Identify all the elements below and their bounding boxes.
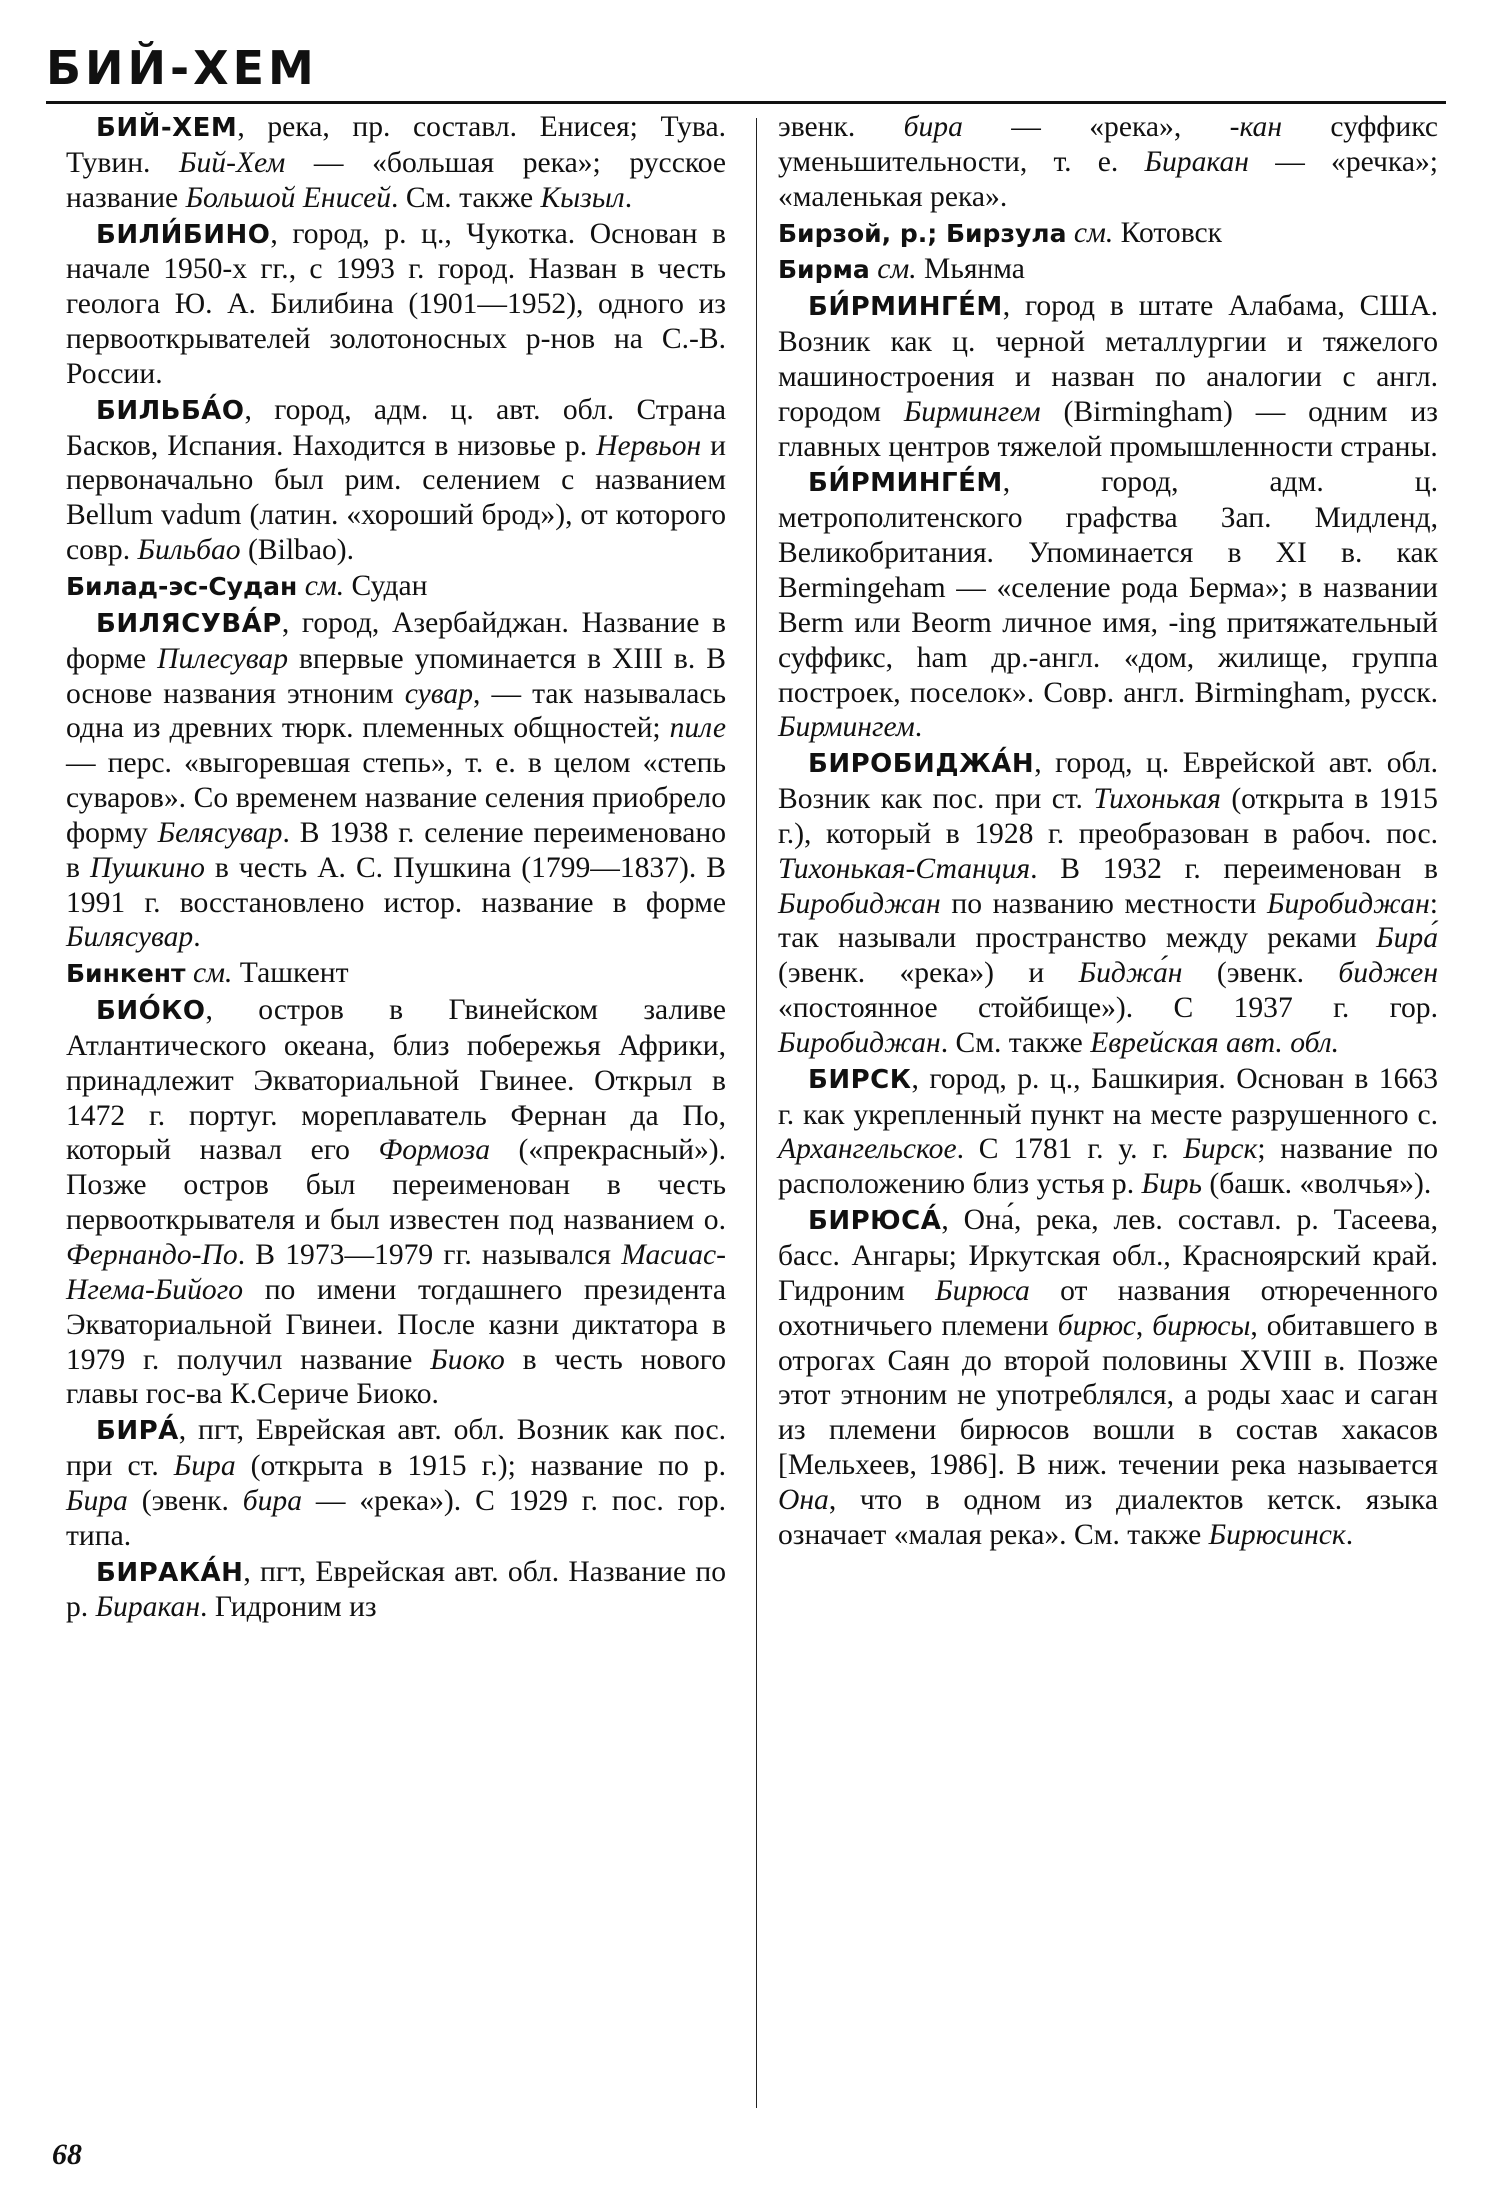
italic-term: бира bbox=[903, 111, 963, 143]
entry-text: — «река», bbox=[962, 111, 1230, 143]
italic-term: Биракан bbox=[95, 1591, 201, 1624]
entry-text: , что в одном из диалектов кетск. языка означает «малая река». См. также bbox=[778, 1483, 1438, 1551]
page-number: 68 bbox=[52, 2138, 82, 2171]
entry-text: — «речка»; «маленькая река». bbox=[778, 145, 1438, 213]
italic-term: Еврейская авт. обл. bbox=[1090, 1026, 1340, 1059]
entry-text: . В 1973—1979 гг. назывался bbox=[237, 1239, 622, 1271]
italic-term: Пилесувар bbox=[157, 642, 288, 675]
entry-text: Котовск bbox=[1113, 216, 1223, 249]
italic-term: сувар bbox=[404, 677, 474, 710]
entry-text: . bbox=[624, 181, 633, 214]
italic-term: Нервьон bbox=[596, 429, 702, 462]
entry-headword: БИЙ-ХЕМ bbox=[96, 113, 238, 143]
entry-headword: БИО́КО bbox=[96, 996, 206, 1027]
italic-term: Бира bbox=[173, 1450, 236, 1483]
entry-headword: БИ́РМИНГЕ́М bbox=[808, 468, 1003, 499]
entry-text: . bbox=[914, 711, 923, 744]
entry-text: и первоначально был рим. селением с названием Bellum vadum (латин. «хороший брод»), от которого совр. bbox=[66, 429, 726, 567]
entry-text: . Гидроним из bbox=[200, 1591, 377, 1624]
entry-text: («прекрасный»). Позже остров был переименован в честь первооткрывателя и был известен под названием о. bbox=[66, 1134, 727, 1237]
dictionary-entry bbox=[778, 1203, 1438, 1552]
italic-term: Фернандо-По bbox=[66, 1239, 238, 1271]
cross-reference-entry bbox=[778, 216, 1438, 252]
entry-text: (Bilbao). bbox=[240, 534, 355, 567]
entry-text: (эвенк. bbox=[1182, 957, 1339, 990]
dictionary-entry bbox=[66, 1413, 726, 1553]
dictionary-entry bbox=[66, 393, 726, 568]
italic-term: Биджа́н bbox=[1078, 957, 1183, 990]
italic-term: биджен bbox=[1338, 957, 1438, 990]
entry-text: в честь А. С. Пушкина (1799—1837). В 1991 г. восстановлено истор. название в форме bbox=[66, 851, 727, 919]
entry-text bbox=[297, 570, 304, 602]
dictionary-entry bbox=[778, 289, 1438, 464]
italic-term: бирюсы bbox=[1152, 1309, 1251, 1342]
entry-headword: Бирзой, р.; Бирзула bbox=[778, 218, 1067, 248]
dictionary-entry bbox=[778, 1062, 1438, 1202]
entry-text: (башк. «волчья»). bbox=[1202, 1168, 1432, 1201]
cross-reference-entry bbox=[66, 956, 726, 992]
italic-term: -кан bbox=[1229, 111, 1283, 143]
entry-headword: Билад-эс-Судан bbox=[66, 571, 298, 601]
italic-term: Тихонькая-Станция bbox=[778, 852, 1031, 885]
left-column bbox=[66, 110, 726, 1626]
italic-term: Билясувар bbox=[66, 921, 194, 954]
italic-term: см. bbox=[1073, 216, 1114, 249]
cross-reference-entry bbox=[66, 569, 726, 605]
italic-term: Большой Енисей bbox=[185, 181, 392, 214]
italic-term: Бильбао bbox=[137, 534, 241, 567]
entry-text: (эвенк. «река») и bbox=[778, 957, 1079, 990]
italic-term: Бирюсинск bbox=[1208, 1518, 1346, 1551]
entry-text: , Она́, река, лев. составл. р. Тасеева, басс. Ангары; Иркутская обл., Красноярский край. Гидроним bbox=[778, 1204, 1438, 1307]
entry-text: эвенк. bbox=[778, 111, 904, 143]
entry-headword: БИРА́ bbox=[96, 1416, 179, 1447]
entry-text: , — так называлась одна из древних тюрк. племенных общностей; bbox=[66, 677, 726, 745]
entry-text: , пгт, Еврейская авт. обл. Название по р. bbox=[66, 1555, 726, 1624]
entry-text: , город, адм. ц. авт. обл. Страна Басков, Испания. Находится в низовье р. bbox=[66, 393, 726, 462]
entry-text: — перс. «выгоревшая степь», т. е. в целом «степь суваров». Со временем название селения приобрело форму bbox=[66, 747, 726, 849]
entry-text: , город, р. ц., Чукотка. Основан в начале 1950-х гг., с 1993 г. город. Назван в честь геолога Ю. А. Билибина (1901—1952), одного из первооткрывателей золотоносных р-нов на С.-В. России. bbox=[66, 217, 726, 390]
entry-text: Судан bbox=[344, 569, 428, 602]
italic-term: Биробиджан bbox=[778, 887, 941, 920]
entry-headword: БИЛИ́БИНО bbox=[96, 219, 271, 250]
italic-term: Бирюса bbox=[935, 1274, 1030, 1307]
entry-headword: Бирма bbox=[778, 255, 870, 285]
dictionary-entry bbox=[66, 606, 726, 955]
continued-entry bbox=[778, 110, 1438, 215]
entry-text: от названия отюреченного охотничьего племени bbox=[778, 1274, 1438, 1342]
page-header bbox=[46, 38, 1446, 98]
italic-term: Она bbox=[778, 1483, 829, 1516]
italic-term: Бий-Хем bbox=[179, 146, 286, 179]
right-column bbox=[778, 110, 1438, 1554]
entry-text: , обитавшего в отрогах Саян до второй половины XVIII в. Позже этот этноним не употреблялся, а роды хаас и саган из племени бирюсов вошли в состав хакасов [Мельхеев, 1986]. В ниж. течении река называется bbox=[778, 1309, 1438, 1482]
running-head-title: БИЙ-ХЕМ bbox=[46, 41, 318, 95]
entry-text: . См. также bbox=[940, 1026, 1091, 1059]
entry-text: Ташкент bbox=[232, 957, 349, 990]
entry-text: , город, адм. ц. метрополитенского графства Зап. Мидленд, Великобритания. Упоминается в XI в. как Bermingeham — «селение рода Берма»; в названии Berm или Beorm личное имя, -ing притяжательный суффикс, ham др.-англ. «дом, жилище, группа построек, поселок». Совр. англ. Birmingham, русск. bbox=[778, 466, 1438, 709]
italic-term: Масиас-Нгема-Бийого bbox=[66, 1239, 726, 1306]
entry-text: , остров в Гвинейском заливе Атлантического океана, близ побережья Африки, принадлежит Экваториальной Гвинее. Открыл в 1472 г. португ. мореплаватель Фернан да По, который назвал его bbox=[66, 994, 726, 1167]
italic-term: Биоко bbox=[430, 1343, 505, 1376]
entry-headword: БИЛЯСУВА́Р bbox=[96, 608, 282, 639]
entry-text: — «река»). С 1929 г. пос. гор. типа. bbox=[66, 1484, 726, 1552]
entry-text: (открыта в 1915 г.), который в 1928 г. преобразован в рабоч. пос. bbox=[778, 783, 1438, 850]
entry-text: , город, р. ц., Башкирия. Основан в 1663 г. как укрепленный пункт на месте разрушенного с. bbox=[778, 1062, 1438, 1131]
entry-text: ; название по расположению близ устья р. bbox=[778, 1133, 1439, 1201]
entry-text: , город в штате Алабама, США. Возник как ц. черной металлургии и тяжелого машиностроения и назван по аналогии с англ. городом bbox=[778, 290, 1438, 428]
entry-text: в честь нового главы гос-ва К.Сериче Биоко. bbox=[66, 1343, 727, 1411]
italic-term: Бирмингем bbox=[903, 395, 1041, 428]
italic-term: см. bbox=[192, 957, 233, 990]
entry-text: (открыта в 1915 г.); название по р. bbox=[235, 1450, 726, 1483]
italic-term: Биробиджан bbox=[1267, 887, 1430, 920]
entry-headword: БИЛЬБА́О bbox=[96, 395, 245, 426]
header-rule bbox=[46, 101, 1446, 104]
dictionary-entry bbox=[66, 993, 726, 1412]
entry-text: . См. также bbox=[391, 181, 541, 214]
entry-headword: БИРЮСА́ bbox=[808, 1206, 942, 1237]
dictionary-entry bbox=[66, 217, 726, 392]
entry-text: по имени тогдашнего президента Экваториальной Гвинеи. После казни диктатора в 1979 г. получил название bbox=[66, 1273, 726, 1376]
entry-text bbox=[1066, 217, 1073, 249]
entry-headword: БИРСК bbox=[808, 1064, 912, 1095]
entry-text: по названию местности bbox=[940, 887, 1268, 920]
dictionary-entry bbox=[66, 110, 726, 216]
dictionary-entry bbox=[778, 746, 1438, 1061]
entry-text: Мьянма bbox=[916, 253, 1025, 286]
italic-term: Бира́ bbox=[1376, 922, 1438, 955]
entry-text: , город, Азербайджан. Название в форме bbox=[66, 606, 726, 675]
italic-term: Белясувар bbox=[157, 816, 283, 849]
italic-term: Бира bbox=[66, 1484, 128, 1517]
italic-term: бирюс bbox=[1057, 1309, 1136, 1342]
entry-headword: БИ́РМИНГЕ́М bbox=[808, 292, 1003, 323]
entry-text: , река, пр. составл. Енисея; Тува. Тувин. bbox=[66, 111, 726, 179]
entry-text: . В 1938 г. селение переименовано в bbox=[66, 816, 726, 884]
entry-text: , город, ц. Еврейской авт. обл. Возник как пос. при ст. bbox=[778, 747, 1438, 816]
entry-headword: БИРОБИДЖА́Н bbox=[808, 749, 1035, 780]
entry-text: суффикс уменьшительности, т. е. bbox=[778, 111, 1439, 178]
italic-term: Тихонькая bbox=[1093, 783, 1221, 816]
entry-headword: БИРАКА́Н bbox=[96, 1557, 244, 1588]
entry-text: , пгт, Еврейская авт. обл. Возник как пос. при ст. bbox=[66, 1414, 726, 1483]
italic-term: Архангельское bbox=[778, 1133, 957, 1166]
dictionary-entry bbox=[66, 1555, 726, 1626]
italic-term: Бирмингем bbox=[778, 711, 915, 744]
entry-text bbox=[186, 957, 193, 989]
entry-text: : так называли пространство между реками bbox=[778, 887, 1438, 955]
entry-text: «постоянное стойбище»). С 1937 г. гор. bbox=[778, 992, 1438, 1025]
italic-term: см. bbox=[877, 253, 917, 286]
entry-text: . С 1781 г. у. г. bbox=[956, 1133, 1184, 1166]
entry-text: впервые упоминается в XIII в. В основе названия этноним bbox=[66, 642, 726, 710]
cross-reference-entry bbox=[778, 252, 1438, 288]
italic-term: Кызыл bbox=[540, 181, 625, 214]
entry-text: — «большая река»; русское название bbox=[66, 146, 726, 214]
entry-text: , bbox=[1135, 1309, 1153, 1342]
italic-term: бира bbox=[242, 1484, 302, 1517]
entry-headword: Бинкент bbox=[66, 959, 186, 989]
italic-term: Формоза bbox=[378, 1134, 491, 1167]
dictionary-entry bbox=[778, 465, 1438, 745]
italic-term: Бирск bbox=[1183, 1133, 1258, 1166]
italic-term: Пушкино bbox=[89, 851, 205, 884]
italic-term: Биракан bbox=[1144, 145, 1249, 178]
italic-term: пиле bbox=[669, 712, 726, 745]
italic-term: см. bbox=[304, 569, 345, 602]
italic-term: Бирь bbox=[1141, 1168, 1203, 1201]
column-divider bbox=[756, 118, 757, 2108]
entry-text: . bbox=[1345, 1518, 1354, 1551]
entry-text: . В 1932 г. переименован в bbox=[1030, 852, 1438, 885]
entry-text: (Birmingham) — одним из главных центров тяжелой промышленности страны. bbox=[778, 395, 1438, 463]
italic-term: Биробиджан bbox=[778, 1026, 941, 1059]
entry-text: (эвенк. bbox=[127, 1484, 243, 1517]
entry-text: . bbox=[193, 921, 201, 954]
